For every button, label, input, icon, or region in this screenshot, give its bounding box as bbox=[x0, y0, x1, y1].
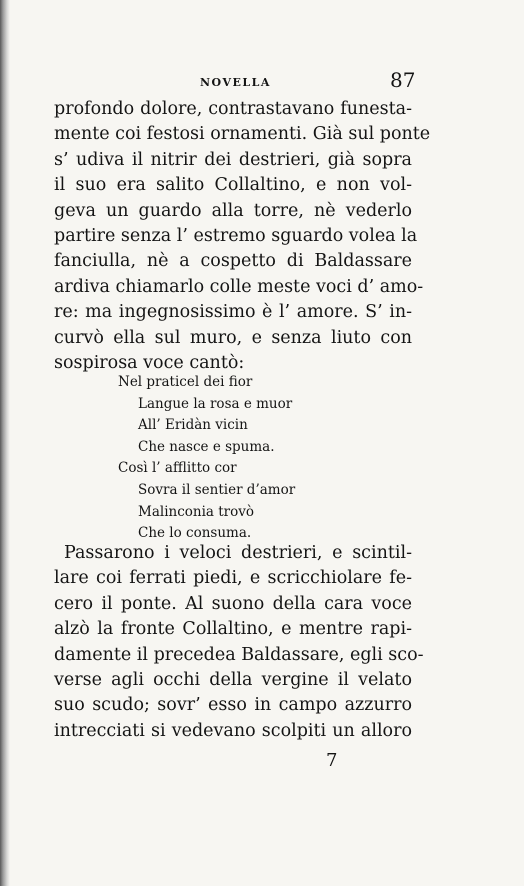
signature-mark: 7 bbox=[326, 750, 338, 771]
song-verse bbox=[118, 372, 295, 545]
verse-line: Che lo consuma. bbox=[138, 525, 252, 542]
running-head-title: NOVELLA bbox=[200, 76, 271, 89]
text-line: cero il ponte. Al suono della cara voce bbox=[54, 593, 412, 614]
verse-line: Che nasce e spuma. bbox=[138, 438, 275, 455]
text-line: lare coi ferrati piedi, e scricchiolare fe- bbox=[54, 568, 412, 589]
text-line: mente coi festosi ornamenti. Già sul ponte bbox=[54, 124, 431, 145]
verse-line: Così l’ afflitto cor bbox=[118, 460, 237, 477]
text-line: alzò la fronte Collaltino, e mentre rapi- bbox=[54, 619, 412, 640]
page-number: 87 bbox=[390, 68, 416, 92]
verse-line: Sovra il sentier d’amor bbox=[138, 481, 296, 498]
verse-line: Nel praticel dei fior bbox=[118, 374, 253, 390]
text-line: ardiva chiamarlo colle meste voci d’ amo- bbox=[54, 276, 424, 297]
text-line: partire senza l’ estremo sguardo volea la bbox=[54, 225, 418, 246]
text-line: geva un guardo alla torre, nè vederlo bbox=[54, 200, 412, 221]
paragraph-2 bbox=[54, 541, 424, 744]
paragraph-1 bbox=[54, 97, 431, 376]
verse-line: Malinconia trovò bbox=[138, 503, 255, 520]
text-line: sospirosa voce cantò: bbox=[54, 352, 245, 373]
text-line: Passarono i veloci destrieri, e scintil- bbox=[64, 543, 412, 563]
text-line: il suo era salito Collaltino, e non vol- bbox=[54, 175, 412, 196]
binding-shadow bbox=[0, 0, 10, 886]
text-line: fanciulla, nè a cospetto di Baldassare bbox=[54, 251, 412, 272]
text-line: profondo dolore, contrastavano funesta- bbox=[54, 99, 412, 119]
text-line: s’ udiva il nitrir dei destrieri, già sopra bbox=[54, 149, 412, 170]
text-line: re: ma ingegnosissimo è l’ amore. S’ in- bbox=[54, 302, 412, 323]
text-line: curvò ella sul muro, e senza liuto con bbox=[54, 327, 412, 348]
verse-line: Langue la rosa e muor bbox=[138, 395, 293, 412]
text-line: suo scudo; sovr’ esso in campo azzurro bbox=[54, 695, 412, 716]
verse-line: All’ Eridàn vicin bbox=[138, 417, 248, 434]
text-line: intrecciati si vedevano scolpiti un alloro bbox=[54, 720, 412, 741]
text-line: verse agli occhi della vergine il velato bbox=[54, 669, 412, 690]
text-line: damente il precedea Baldassare, egli sco- bbox=[54, 644, 424, 665]
